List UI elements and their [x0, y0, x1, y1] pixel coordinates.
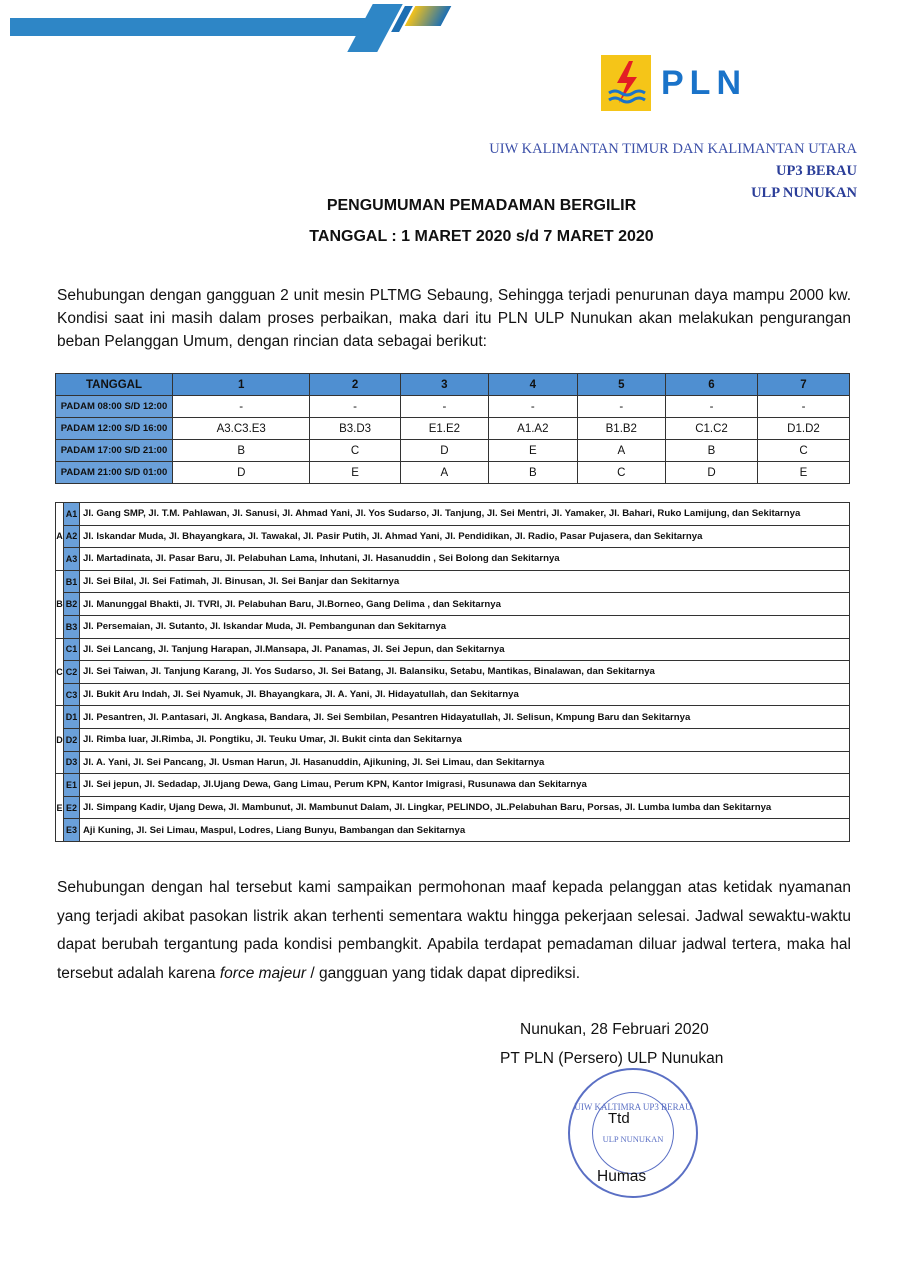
schedule-cell: D: [666, 462, 758, 484]
schedule-cell: -: [577, 396, 665, 418]
area-code: B3: [64, 615, 80, 638]
lightning-icon: [601, 55, 651, 111]
schedule-header-label: TANGGAL: [56, 374, 173, 396]
schedule-cell: A3.C3.E3: [173, 418, 310, 440]
schedule-cell: B: [666, 440, 758, 462]
schedule-cell: D1.D2: [757, 418, 849, 440]
area-description: Jl. Iskandar Muda, Jl. Bhayangkara, Jl. Tawakal, Jl. Pasir Putih, Jl. Ahmad Yani, Jl. Pendidikan, Jl. Radio, Pasar Pujasera, dan Sekitarnya: [80, 525, 850, 548]
schedule-cell: -: [400, 396, 488, 418]
row-label: PADAM 17:00 S/D 21:00: [56, 440, 173, 462]
area-code: C2: [64, 661, 80, 684]
area-description: Jl. Pesantren, Jl. P.antasari, Jl. Angkasa, Bandara, Jl. Sei Sembilan, Pesantren Hidayatullah, Jl. Selisun, Kmpung Baru dan Sekitarnya: [80, 706, 850, 729]
org-line-3: ULP NUNUKAN: [751, 185, 857, 201]
closing-paragraph: [57, 874, 851, 988]
place-date: Nunukan, 28 Februari 2020: [520, 1021, 709, 1038]
area-code: B1: [64, 570, 80, 593]
stamp-top-text: UIW KALTIMRA UP3 BERAU: [574, 1102, 692, 1112]
org-line-2: UP3 BERAU: [776, 163, 857, 179]
area-row: [56, 593, 850, 616]
schedule-cell: A: [400, 462, 488, 484]
area-row: [56, 661, 850, 684]
area-code: D1: [64, 706, 80, 729]
pln-logo: [601, 55, 747, 111]
area-description: Jl. Sei Taiwan, Jl. Tanjung Karang, Jl. Yos Sudarso, Jl. Sei Batang, Jl. Balansiku, Setabu, Mantikas, Binalawan, dan Sekitarnya: [80, 661, 850, 684]
day-header: 3: [400, 374, 488, 396]
schedule-row: [56, 396, 850, 418]
area-group-label: B: [56, 570, 64, 638]
schedule-row: [56, 462, 850, 484]
area-description: Aji Kuning, Jl. Sei Limau, Maspul, Lodres, Liang Bunyu, Bambangan dan Sekitarnya: [80, 819, 850, 842]
area-row: [56, 706, 850, 729]
area-description: Jl. Rimba luar, Jl.Rimba, Jl. Pongtiku, Jl. Teuku Umar, Jl. Bukit cinta dan Sekitarnya: [80, 728, 850, 751]
schedule-cell: C: [310, 440, 400, 462]
area-description: Jl. Sei Bilal, Jl. Sei Fatimah, Jl. Binusan, Jl. Sei Banjar dan Sekitarnya: [80, 570, 850, 593]
area-description: Jl. Bukit Aru Indah, Jl. Sei Nyamuk, Jl. Bhayangkara, Jl. A. Yani, Jl. Hidayatullah, dan Sekitarnya: [80, 683, 850, 706]
schedule-cell: D: [173, 462, 310, 484]
area-code: A3: [64, 548, 80, 571]
area-code: C1: [64, 638, 80, 661]
area-row: [56, 615, 850, 638]
schedule-row: [56, 418, 850, 440]
area-description: Jl. A. Yani, Jl. Sei Pancang, Jl. Usman Harun, Jl. Hasanuddin, Ajikuning, Jl. Sei Limau, dan Sekitarnya: [80, 751, 850, 774]
schedule-cell: C: [577, 462, 665, 484]
schedule-cell: B3.D3: [310, 418, 400, 440]
row-label: PADAM 21:00 S/D 01:00: [56, 462, 173, 484]
area-description: Jl. Martadinata, Jl. Pasar Baru, Jl. Pelabuhan Lama, Inhutani, Jl. Hasanuddin , Sei Bolong dan Sekitarnya: [80, 548, 850, 571]
org-info: [489, 138, 857, 204]
schedule-cell: A1.A2: [489, 418, 577, 440]
area-row: [56, 503, 850, 526]
area-group-label: D: [56, 706, 64, 774]
closing-text-end: / gangguan yang tidak dapat diprediksi.: [306, 964, 581, 982]
closing-text: Sehubungan dengan hal tersebut kami sampaikan permohonan maaf kepada pelanggan atas ketidak nyamanan yang terjadi akibat pasokan listrik akan terhenti sementara waktu hingga pekerjaan selesai. Jadwal sewaktu-waktu dapat berubah tergantung pada kondisi pembangkit. Apabila terdapat pemadaman diluar jadwal tertera, maka hal tersebut adalah karena: [57, 879, 851, 982]
area-row: [56, 570, 850, 593]
schedule-cell: B: [489, 462, 577, 484]
schedule-cell: A: [577, 440, 665, 462]
schedule-cell: -: [489, 396, 577, 418]
schedule-cell: -: [310, 396, 400, 418]
header-accent-gradient: [405, 6, 452, 26]
day-header: 1: [173, 374, 310, 396]
schedule-row: [56, 440, 850, 462]
area-group-label: C: [56, 638, 64, 706]
schedule-cell: E: [757, 462, 849, 484]
schedule-cell: E: [489, 440, 577, 462]
closing-italic: force majeur: [219, 964, 307, 982]
area-row: [56, 819, 850, 842]
page-title: PENGUMUMAN PEMADAMAN BERGILIR: [326, 197, 637, 214]
area-code: E3: [64, 819, 80, 842]
area-code: E1: [64, 774, 80, 797]
schedule-cell: B: [173, 440, 310, 462]
schedule-cell: E: [310, 462, 400, 484]
area-row: [56, 525, 850, 548]
area-row: [56, 683, 850, 706]
header-bar: [10, 18, 375, 36]
schedule-cell: -: [173, 396, 310, 418]
area-description: Jl. Sei jepun, Jl. Sedadap, Jl.Ujang Dewa, Gang Limau, Perum KPN, Kantor Imigrasi, Rusunawa dan Sekitarnya: [80, 774, 850, 797]
area-code: E2: [64, 796, 80, 819]
area-group-label: E: [56, 774, 64, 842]
schedule-cell: B1.B2: [577, 418, 665, 440]
row-label: PADAM 08:00 S/D 12:00: [56, 396, 173, 418]
day-header: 5: [577, 374, 665, 396]
schedule-table: [55, 373, 850, 484]
schedule-cell: C: [757, 440, 849, 462]
brand-name: PLN: [661, 63, 747, 102]
page-subtitle: TANGGAL : 1 MARET 2020 s/d 7 MARET 2020: [309, 228, 654, 245]
schedule-cell: E1.E2: [400, 418, 488, 440]
day-header: 7: [757, 374, 849, 396]
row-label: PADAM 12:00 S/D 16:00: [56, 418, 173, 440]
area-description: Jl. Sei Lancang, Jl. Tanjung Harapan, Jl.Mansapa, Jl. Panamas, Jl. Sei Jepun, dan Sekitarnya: [80, 638, 850, 661]
area-description: Jl. Manunggal Bhakti, Jl. TVRI, Jl. Pelabuhan Baru, Jl.Borneo, Gang Delima , dan Sekitarnya: [80, 593, 850, 616]
schedule-header-row: [56, 374, 850, 396]
schedule-cell: C1.C2: [666, 418, 758, 440]
intro-paragraph: Sehubungan dengan gangguan 2 unit mesin PLTMG Sebaung, Sehingga terjadi penurunan daya mampu 2000 kw. Kondisi saat ini masih dalam proses perbaikan, maka dari itu PLN ULP Nunukan akan melakukan pengurangan beban Pelanggan Umum, dengan rincian data sebagai berikut:: [57, 287, 851, 350]
area-code: A1: [64, 503, 80, 526]
area-description: Jl. Persemaian, Jl. Sutanto, Jl. Iskandar Muda, Jl. Pembangunan dan Sekitarnya: [80, 615, 850, 638]
stamp-bottom-text: ULP NUNUKAN: [602, 1134, 664, 1144]
area-row: [56, 796, 850, 819]
day-header: 6: [666, 374, 758, 396]
signature-ttd: Ttd: [608, 1110, 630, 1127]
signatory-role: Humas: [597, 1168, 647, 1185]
day-header: 2: [310, 374, 400, 396]
area-row: [56, 751, 850, 774]
schedule-cell: -: [666, 396, 758, 418]
signatory-company: PT PLN (Persero) ULP Nunukan: [500, 1050, 724, 1067]
area-row: [56, 638, 850, 661]
day-header: 4: [489, 374, 577, 396]
area-code: B2: [64, 593, 80, 616]
area-code: D2: [64, 728, 80, 751]
area-code: D3: [64, 751, 80, 774]
area-code: A2: [64, 525, 80, 548]
org-line-1: UIW KALIMANTAN TIMUR DAN KALIMANTAN UTARA: [489, 141, 857, 157]
schedule-cell: -: [757, 396, 849, 418]
schedule-cell: D: [400, 440, 488, 462]
area-row: [56, 774, 850, 797]
area-group-label: A: [56, 503, 64, 571]
area-row: [56, 728, 850, 751]
area-table: [55, 502, 850, 842]
area-description: Jl. Simpang Kadir, Ujang Dewa, Jl. Mambunut, Jl. Mambunut Dalam, Jl. Lingkar, PELINDO, JL.Pelabuhan Baru, Porsas, Jl. Lumba lumba dan Sekitarnya: [80, 796, 850, 819]
area-code: C3: [64, 683, 80, 706]
area-row: [56, 548, 850, 571]
area-description: Jl. Gang SMP, Jl. T.M. Pahlawan, Jl. Sanusi, Jl. Ahmad Yani, Jl. Yos Sudarso, Jl. Tanjung, Jl. Sei Mentri, Jl. Yamaker, Jl. Bahari, Ruko Lamijung, dan Sekitarnya: [80, 503, 850, 526]
